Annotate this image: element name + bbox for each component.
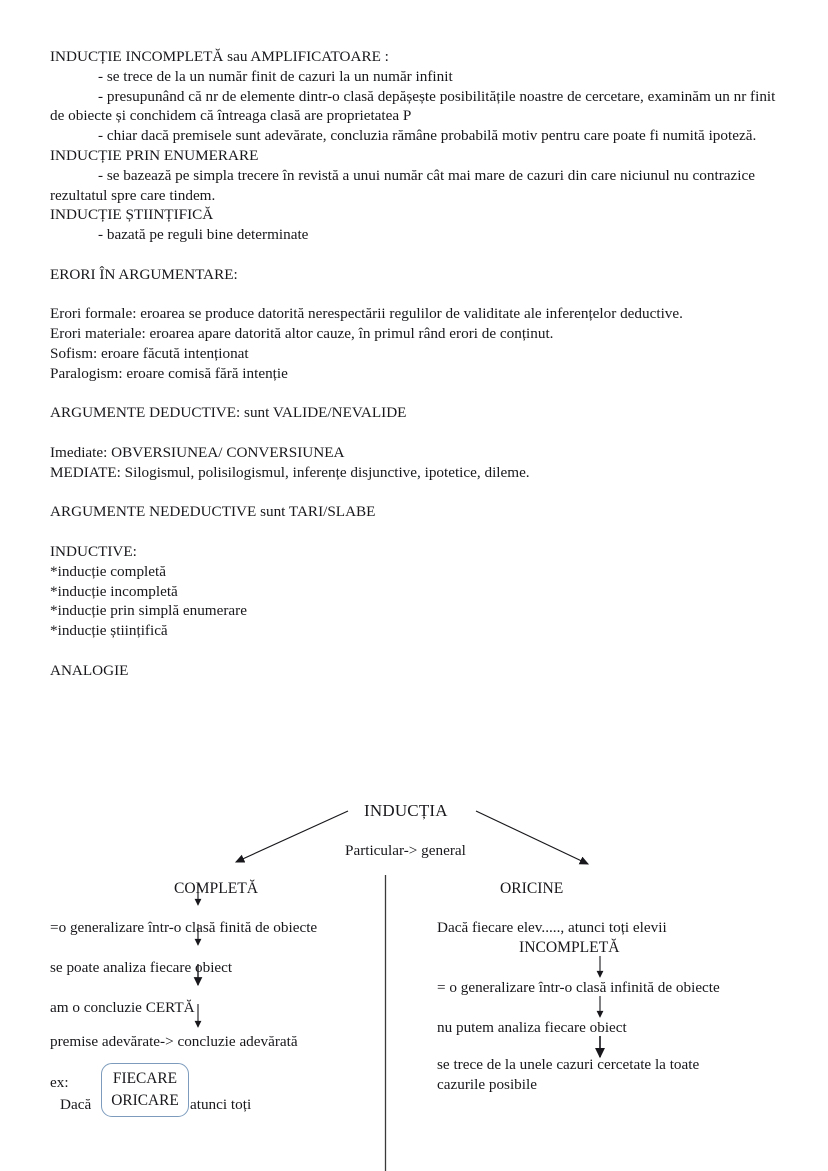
- left-step-3: am o concluzie CERTĂ: [50, 999, 195, 1016]
- line-mediate: MEDIATE: Silogismul, polisilogismul, inferențe disjunctive, ipotetice, dileme.: [50, 463, 530, 481]
- left-step-2: se poate analiza fiecare obiect: [50, 959, 233, 976]
- heading-inductive: INDUCTIVE:: [50, 542, 137, 560]
- heading-erori-in-argumentare: ERORI ÎN ARGUMENTARE:: [50, 265, 238, 283]
- bullet-s1-1: - se trece de la un număr finit de cazuri la un număr infinit: [98, 67, 453, 85]
- line-imediate: Imediate: OBVERSIUNEA/ CONVERSIUNEA: [50, 443, 345, 461]
- left-step-1: =o generalizare într-o clasă finită de obiecte: [50, 919, 318, 936]
- spacer: [50, 384, 780, 404]
- line-sofism: Sofism: eroare făcută intenționat: [50, 344, 249, 362]
- callout-line-oricare: ORICARE: [111, 1092, 179, 1109]
- spacer: [50, 285, 780, 305]
- right-step-1: = o generalizare într-o clasă infinită de obiecte: [437, 979, 720, 996]
- arrow-root-to-completa: [236, 811, 348, 862]
- spacer: [50, 423, 780, 443]
- list-item-inductie-stiintifica: *inducție științifică: [50, 622, 168, 640]
- flowchart-subtitle: Particular-> general: [345, 842, 466, 859]
- heading-inductie-stiintifica: INDUCȚIE ȘTIINȚIFICĂ: [50, 206, 214, 224]
- right-subheading-incompleta: INCOMPLETĂ: [519, 939, 620, 956]
- spacer: [50, 483, 780, 503]
- right-example-line: Dacă fiecare elev....., atunci toți elevii: [437, 919, 667, 936]
- heading-inductie-prin-enumerare: INDUCȚIE PRIN ENUMERARE: [50, 146, 259, 164]
- right-step-3: se trece de la unele cazuri cercetate la toate cazurile posibile: [437, 1056, 700, 1093]
- bullet-s1-3: - chiar dacă premisele sunt adevărate, concluzia rămâne probabilă motiv pentru care poate fi numită ipoteză.: [98, 127, 757, 145]
- right-branch-heading: ORICINE: [500, 880, 564, 897]
- callout-line-fiecare: FIECARE: [112, 1070, 178, 1087]
- notes-text-block: [50, 47, 780, 681]
- flowchart-root-label: INDUCȚIA: [364, 801, 448, 820]
- left-example-if: Dacă: [60, 1096, 92, 1113]
- heading-argumente-deductive: ARGUMENTE DEDUCTIVE: sunt VALIDE/NEVALIDE: [50, 404, 407, 422]
- list-item-inductie-incompleta: *inducție incompletă: [50, 582, 178, 600]
- left-step-4: premise adevărate-> concluzie adevărată: [50, 1033, 298, 1050]
- line-erori-formale: Erori formale: eroarea se produce datorită nerespectării regulilor de validitate ale inferențelor deductive.: [50, 305, 683, 323]
- arrow-root-to-oricine: [476, 811, 588, 864]
- spacer: [50, 245, 780, 265]
- left-example-suffix: atunci toți: [190, 1096, 252, 1113]
- heading-analogie: ANALOGIE: [50, 661, 129, 679]
- spacer: [50, 522, 780, 542]
- spacer: [50, 641, 780, 661]
- inductia-flowchart: [0, 780, 828, 1171]
- heading-inductie-incompleta: INDUCȚIE INCOMPLETĂ sau AMPLIFICATOARE :: [50, 48, 389, 65]
- heading-argumente-nedeductive: ARGUMENTE NEDEDUCTIVE sunt TARI/SLABE: [50, 503, 376, 521]
- left-branch-heading: COMPLETĂ: [174, 880, 259, 897]
- list-item-inductie-completa: *inducție completă: [50, 562, 166, 580]
- right-step-2: nu putem analiza fiecare obiect: [437, 1019, 627, 1036]
- bullet-s3-1: - bazată pe reguli bine determinate: [98, 226, 309, 244]
- line-erori-materiale: Erori materiale: eroarea apare datorită altor cauze, în primul rând erori de conținut.: [50, 325, 554, 343]
- list-item-inductie-simpla-enumerare: *inducție prin simplă enumerare: [50, 602, 247, 620]
- line-paralogism: Paralogism: eroare comisă fără intenție: [50, 364, 288, 382]
- bullet-s1-2: - presupunând că nr de elemente dintr-o clasă depășește posibilitățile noastre de cercetare, examinăm un nr finit de obiecte și conchidem că întreaga clasă are proprietatea P: [50, 87, 780, 125]
- left-example-prefix: ex:: [50, 1074, 69, 1091]
- bullet-s2-1: - se bazează pe simpla trecere în revistă a unui număr cât mai mare de cazuri din care niciunul nu contrazice rezultatul spre care tindem.: [50, 166, 759, 204]
